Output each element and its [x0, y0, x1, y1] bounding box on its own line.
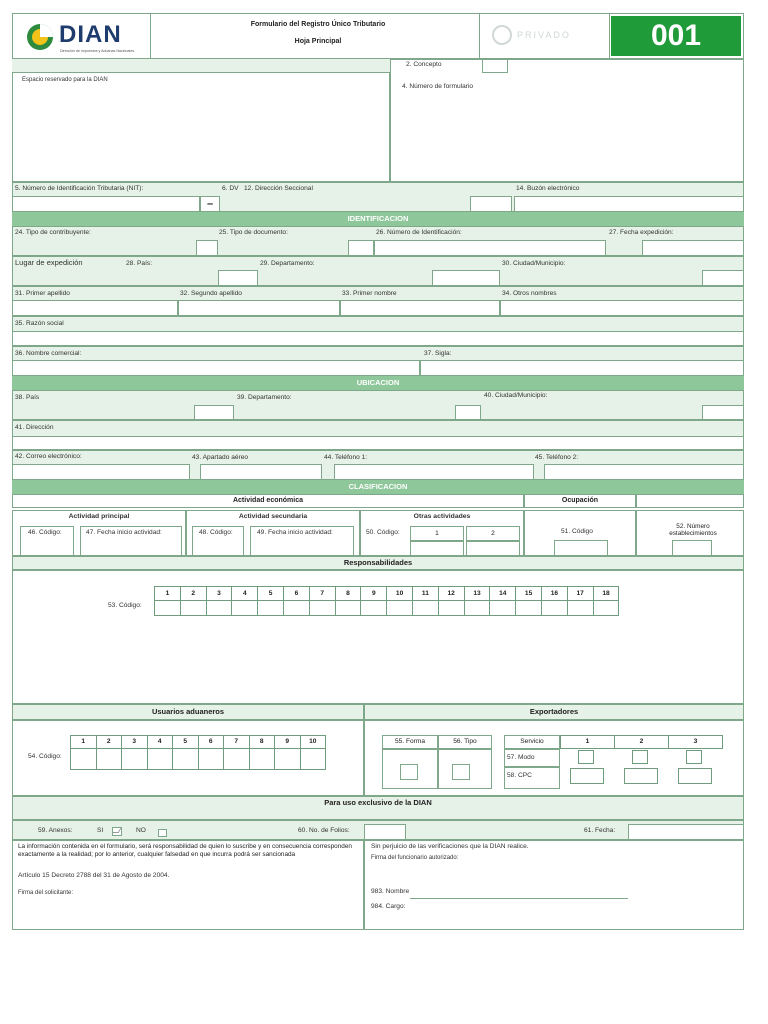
form-number: 001 [611, 16, 741, 56]
cpc-input-3[interactable] [678, 768, 712, 784]
otras-actividades-label: Otras actividades [413, 513, 471, 520]
resp-header-11: 11 [412, 586, 439, 601]
resp-code-input-10[interactable] [386, 600, 413, 616]
modo-input-1[interactable] [578, 750, 594, 764]
telefono1-label: 44. Teléfono 1: [324, 454, 368, 461]
resp-header-4: 4 [231, 586, 258, 601]
gov-emblem-icon [491, 24, 513, 46]
dir-seccional-label: 12. Dirección Seccional [244, 185, 313, 192]
otros-nombres-input[interactable] [500, 300, 744, 316]
pais-exp-input[interactable] [218, 270, 258, 286]
segundo-apellido-label: 32. Segundo apellido [180, 290, 242, 297]
header-divider-3 [609, 14, 610, 58]
lugar-expedicion-label: Lugar de expedición [15, 258, 83, 267]
telefono1-input[interactable] [334, 464, 534, 480]
no-checkbox[interactable] [158, 829, 167, 837]
header-divider-1 [150, 14, 151, 58]
header-divider-2 [479, 14, 480, 58]
num52-input[interactable] [672, 540, 712, 556]
resp-header-5: 5 [257, 586, 284, 601]
gov-logo [491, 24, 601, 48]
ciudad-exp-label: 30. Ciudad/Municipio: [502, 260, 566, 267]
tipo-contribuyente-label: 24. Tipo de contribuyente: [15, 229, 91, 236]
otras2-cell[interactable]: 2 [466, 526, 520, 541]
nombre983-label: 983. Nombre [371, 888, 410, 895]
servicio-header-2: 2 [614, 735, 669, 749]
resp-code-input-3[interactable] [206, 600, 233, 616]
sigla-input[interactable] [420, 360, 744, 376]
fecha47-label: 47. Fecha inicio actividad: [86, 529, 162, 536]
segundo-apellido-input[interactable] [178, 300, 340, 316]
resp-code-input-6[interactable] [283, 600, 310, 616]
resp-code-input-16[interactable] [541, 600, 568, 616]
primer-nombre-label: 33. Primer nombre [342, 290, 397, 297]
folios-input[interactable] [364, 824, 406, 840]
razon-social-label: 35. Razón social [15, 320, 64, 327]
cpc-input-2[interactable] [624, 768, 658, 784]
primer-apellido-input[interactable] [12, 300, 178, 316]
resp-header-17: 17 [567, 586, 594, 601]
otras1-input[interactable] [410, 541, 464, 556]
dv-label: 6. DV [222, 185, 239, 192]
fecha-expedicion-input[interactable] [642, 240, 744, 256]
verificaciones-text: Sin perjuicio de las verificaciones que la DIAN realice. [371, 843, 529, 850]
adu-header-7: 7 [223, 735, 250, 749]
adu-code-input-1[interactable] [70, 748, 97, 770]
correo-label: 42. Correo electrónico: [15, 453, 82, 460]
si-checkbox[interactable] [112, 827, 122, 836]
resp-code-input-14[interactable] [489, 600, 516, 616]
resp-header-13: 13 [464, 586, 491, 601]
dian-logo [23, 20, 151, 56]
check-icon [113, 828, 122, 833]
adu-code-input-9[interactable] [274, 748, 301, 770]
buzon-label: 14. Buzón electrónico [516, 185, 580, 192]
adu-header-5: 5 [172, 735, 199, 749]
nombre-comercial-label: 36. Nombre comercial: [15, 350, 82, 357]
adu-header-6: 6 [198, 735, 225, 749]
resp-header-7: 7 [309, 586, 336, 601]
adu-code-input-5[interactable] [172, 748, 199, 770]
ciudad-label: 40. Ciudad/Municipio: [484, 392, 548, 399]
identificacion-band: IDENTIFICACION [12, 212, 744, 226]
otras2-input[interactable] [466, 541, 520, 556]
declaracion-text: La información contenida en el formulario, será responsabilidad de quien lo suscribe y en consecuencia corresponden exactamente a la realidad; por lo anterior, cualquier falsedad en que incurra podrá ser sancionada [18, 843, 352, 858]
act-principal-label: Actividad principal [68, 513, 130, 520]
pais-label: 38. País [15, 394, 40, 401]
resp-code-input-7[interactable] [309, 600, 336, 616]
ciudad-exp-input[interactable] [702, 270, 744, 286]
resp-code-input-2[interactable] [180, 600, 207, 616]
reserved-area [12, 72, 390, 182]
aduaneros-band: Usuarios aduaneros [12, 704, 364, 720]
adu-header-10: 10 [300, 735, 327, 749]
adu-header-3: 3 [121, 735, 148, 749]
header [12, 13, 744, 59]
cargo984-label: 984. Cargo: [371, 903, 406, 910]
gov-logo-text: PRIVADO [517, 30, 571, 40]
resp-code-input-11[interactable] [412, 600, 439, 616]
fecha49-label: 49. Fecha inicio actividad: [257, 529, 333, 536]
concepto-label: 2. Concepto [406, 61, 442, 68]
adu-header-9: 9 [274, 735, 301, 749]
anexos-label: 59. Anexos: [38, 827, 73, 834]
act-secundaria-label: Actividad secundaria [238, 513, 308, 520]
telefono2-input[interactable] [544, 464, 744, 480]
responsabilidades-band: Responsabilidades [12, 556, 744, 570]
dian-logo-subtitle: Dirección de Impuestos y Aduanas Nacionales [60, 49, 135, 53]
dian-uso-band: Para uso exclusivo de la DIAN [12, 796, 744, 820]
direccion-label: 41. Dirección [15, 424, 54, 431]
departamento-input[interactable] [455, 405, 481, 420]
folios-label: 60. No. de Folios: [298, 827, 350, 834]
resp-code-input-13[interactable] [464, 600, 491, 616]
no-label: NO [136, 827, 146, 834]
forma55-header: 55. Forma [382, 735, 438, 749]
resp-header-10: 10 [386, 586, 413, 601]
exportadores-band: Exportadores [364, 704, 744, 720]
tipo-documento-input[interactable] [348, 240, 374, 256]
codigo51-input[interactable] [554, 540, 608, 556]
departamento-exp-input[interactable] [432, 270, 500, 286]
resp-code-input-18[interactable] [593, 600, 620, 616]
ocupacion-header: Ocupación [524, 494, 636, 508]
otros-nombres-label: 34. Otros nombres [502, 290, 557, 297]
row-28-30 [12, 256, 744, 286]
departamento-label: 39. Departamento: [237, 394, 292, 401]
clasificacion-band: CLASIFICACION [12, 480, 744, 494]
resp-header-9: 9 [360, 586, 387, 601]
otras1-cell[interactable]: 1 [410, 526, 464, 541]
resp-header-14: 14 [489, 586, 516, 601]
numero-id-input[interactable] [374, 240, 606, 256]
servicio-header-1: 1 [560, 735, 615, 749]
apartado-input[interactable] [200, 464, 322, 480]
dv-input[interactable]: – [200, 196, 220, 212]
actividad-economica-header: Actividad económica [12, 494, 524, 508]
tipo-contribuyente-input[interactable] [196, 240, 218, 256]
resp-header-12: 12 [438, 586, 465, 601]
reserved-label: Espacio reservado para la DIAN [22, 77, 108, 83]
resp-code-input-9[interactable] [360, 600, 387, 616]
adu-code-input-8[interactable] [249, 748, 276, 770]
dir-seccional-input[interactable] [470, 196, 512, 212]
tipo56-input[interactable] [452, 764, 470, 780]
resp-header-8: 8 [335, 586, 362, 601]
cpc-input-1[interactable] [570, 768, 604, 784]
codigo54-label: 54. Código: [28, 753, 62, 760]
resp-header-1: 1 [154, 586, 181, 601]
adu-header-2: 2 [96, 735, 123, 749]
servicio-header: Servicio [504, 735, 560, 749]
tipo-documento-label: 25. Tipo de documento: [219, 229, 288, 236]
nit-label: 5. Número de Identificación Tributaria (NIT): [15, 185, 144, 192]
resp-code-input-17[interactable] [567, 600, 594, 616]
buzon-input[interactable] [514, 196, 744, 212]
adu-code-input-6[interactable] [198, 748, 225, 770]
si-label: SI [97, 827, 104, 834]
concepto-strip [12, 59, 390, 72]
modo-input-3[interactable] [686, 750, 702, 764]
codigo46-label: 46. Código: [28, 529, 62, 536]
adu-header-4: 4 [147, 735, 174, 749]
resp-code-input-8[interactable] [335, 600, 362, 616]
adu-code-input-2[interactable] [96, 748, 123, 770]
num-formulario-label: 4. Número de formulario [402, 83, 474, 90]
sigla-label: 37. Sigla: [424, 350, 452, 357]
adu-code-input-4[interactable] [147, 748, 174, 770]
codigo53-label: 53. Código: [108, 602, 142, 609]
num52-label: 52. Número establecimientos [669, 523, 717, 537]
correo-input[interactable] [12, 464, 190, 480]
cpc58-label: 58. CPC [507, 772, 532, 779]
resp-header-15: 15 [515, 586, 542, 601]
nombre983-line[interactable] [410, 898, 628, 899]
razon-social-input[interactable] [12, 331, 744, 346]
adu-header-8: 8 [249, 735, 276, 749]
articulo-text: Artículo 15 Decreto 2788 del 31 de Agosto de 2004. [18, 872, 170, 879]
ciudad-input[interactable] [702, 405, 744, 420]
funcionario-area [364, 840, 744, 930]
tipo56-header: 56. Tipo [438, 735, 492, 749]
codigo50-label: 50. Código: [366, 529, 400, 536]
resp-header-16: 16 [541, 586, 568, 601]
departamento-exp-label: 29. Departamento: [260, 260, 315, 267]
resp-code-input-5[interactable] [257, 600, 284, 616]
resp-code-input-12[interactable] [438, 600, 465, 616]
primer-nombre-input[interactable] [340, 300, 500, 316]
servicio-header-3: 3 [668, 735, 723, 749]
direccion-input[interactable] [12, 436, 744, 450]
form-subtitle: Hoja Principal [294, 38, 342, 45]
firma-solicitante-label: Firma del solicitante: [18, 890, 74, 896]
adu-code-input-7[interactable] [223, 748, 250, 770]
row-38-40 [12, 390, 744, 420]
fecha61-label: 61. Fecha: [584, 827, 616, 834]
num-formulario-area [390, 59, 744, 182]
adu-header-1: 1 [70, 735, 97, 749]
nombre-comercial-input[interactable] [12, 360, 420, 376]
pais-input[interactable] [194, 405, 234, 420]
resp-header-6: 6 [283, 586, 310, 601]
fecha61-input[interactable] [628, 824, 744, 840]
fecha-expedicion-label: 27. Fecha expedición: [609, 229, 674, 236]
dian-emblem-icon [25, 22, 55, 52]
resp-header-2: 2 [180, 586, 207, 601]
apartado-label: 43. Apartado aéreo [192, 454, 249, 461]
modo57-label: 57. Modo [507, 754, 535, 761]
forma55-input[interactable] [400, 764, 418, 780]
pais-exp-label: 28. País: [126, 260, 153, 267]
telefono2-label: 45. Teléfono 2: [535, 454, 579, 461]
form-title: Formulario del Registro Único Tributario [250, 21, 386, 28]
ubicacion-band: UBICACION [12, 376, 744, 390]
adu-code-input-3[interactable] [121, 748, 148, 770]
primer-apellido-label: 31. Primer apellido [15, 290, 70, 297]
resp-code-input-4[interactable] [231, 600, 258, 616]
numero-id-label: 26. Número de Identificación: [376, 229, 462, 236]
ocupacion-side [636, 494, 744, 508]
firma-funcionario-label: Firma del funcionario autorizado: [371, 855, 459, 861]
nit-input[interactable] [12, 196, 200, 212]
adu-code-input-10[interactable] [300, 748, 327, 770]
resp-header-3: 3 [206, 586, 233, 601]
codigo51-label: 51. Código [561, 528, 593, 535]
resp-code-input-1[interactable] [154, 600, 181, 616]
codigo48-label: 48. Código: [199, 529, 233, 536]
resp-header-18: 18 [593, 586, 620, 601]
dian-logo-text: DIAN [59, 21, 122, 48]
resp-code-input-15[interactable] [515, 600, 542, 616]
modo-input-2[interactable] [632, 750, 648, 764]
